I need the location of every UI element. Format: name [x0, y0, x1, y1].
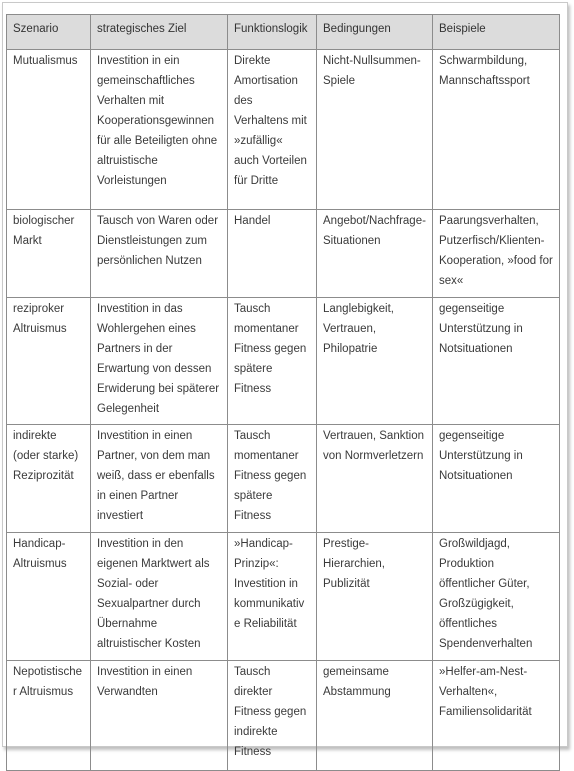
cell-szenario: reziproker Altruismus	[7, 298, 91, 425]
cell-bedingungen: Prestige-Hierarchien, Publizität	[317, 533, 433, 661]
header-strategisches-ziel: strategisches Ziel	[91, 15, 228, 50]
table-row	[7, 50, 560, 210]
cell-funktionslogik: Direkte Amortisation des Verhaltens mit »zufällig« auch Vorteilen für Dritte	[228, 50, 317, 210]
cell-bedingungen: Angebot/Nachfrage-Situationen	[317, 210, 433, 298]
cell-strategisches-ziel: Investition in einen Verwandten	[91, 661, 228, 771]
cell-funktionslogik: Tausch momentaner Fitness gegen spätere Fitness	[228, 425, 317, 533]
table-row	[7, 533, 560, 661]
cell-strategisches-ziel: Investition in einen Partner, von dem man weiß, dass er ebenfalls in einen Partner investiert	[91, 425, 228, 533]
cell-beispiele: Paarungsverhalten, Putzerfisch/Klienten-Kooperation, »food for sex«	[433, 210, 560, 298]
cell-beispiele: gegenseitige Unterstützung in Notsituationen	[433, 425, 560, 533]
cell-bedingungen: Vertrauen, Sanktion von Normverletzern	[317, 425, 433, 533]
cell-funktionslogik: »Handicap-Prinzip«: Investition in kommunikative Reliabilität	[228, 533, 317, 661]
cell-strategisches-ziel: Tausch von Waren oder Dienstleistungen zum persönlichen Nutzen	[91, 210, 228, 298]
cell-strategisches-ziel: Investition in ein gemeinschaftliches Verhalten mit Kooperationsgewinnen für alle Beteiligten ohne altruistische Vorleistungen	[91, 50, 228, 210]
cell-funktionslogik: Tausch direkter Fitness gegen indirekte Fitness	[228, 661, 317, 771]
scenario-table	[6, 14, 560, 771]
cell-szenario: indirekte (oder starke) Reziprozität	[7, 425, 91, 533]
cell-szenario: Handicap-Altruismus	[7, 533, 91, 661]
cell-strategisches-ziel: Investition in den eigenen Marktwert als Sozial- oder Sexualpartner durch Übernahme altruistischer Kosten	[91, 533, 228, 661]
table-row	[7, 298, 560, 425]
cell-beispiele: gegenseitige Unterstützung in Notsituationen	[433, 298, 560, 425]
cell-beispiele: »Helfer-am-Nest-Verhalten«, Familiensolidarität	[433, 661, 560, 771]
cell-beispiele: Großwildjagd, Produktion öffentlicher Güter, Großzügigkeit, öffentliches Spendenverhalten	[433, 533, 560, 661]
header-funktionslogik: Funktionslogik	[228, 15, 317, 50]
cell-funktionslogik: Handel	[228, 210, 317, 298]
cell-bedingungen: Langlebigkeit, Vertrauen, Philopatrie	[317, 298, 433, 425]
table-row	[7, 425, 560, 533]
cell-bedingungen: gemeinsame Abstammung	[317, 661, 433, 771]
cell-beispiele: Schwarmbildung, Mannschaftssport	[433, 50, 560, 210]
cell-funktionslogik: Tausch momentaner Fitness gegen spätere Fitness	[228, 298, 317, 425]
header-beispiele: Beispiele	[433, 15, 560, 50]
header-szenario: Szenario	[7, 15, 91, 50]
table-frame	[2, 2, 568, 758]
header-bedingungen: Bedingungen	[317, 15, 433, 50]
table-row	[7, 661, 560, 771]
cell-bedingungen: Nicht-Nullsummen-Spiele	[317, 50, 433, 210]
table-header-row	[7, 15, 560, 50]
cell-szenario: biologischer Markt	[7, 210, 91, 298]
table-row	[7, 210, 560, 298]
cell-strategisches-ziel: Investition in das Wohlergehen eines Partners in der Erwartung von dessen Erwiderung bei späterer Gelegenheit	[91, 298, 228, 425]
cell-szenario: Mutualismus	[7, 50, 91, 210]
cell-szenario: Nepotistischer Altruismus	[7, 661, 91, 771]
